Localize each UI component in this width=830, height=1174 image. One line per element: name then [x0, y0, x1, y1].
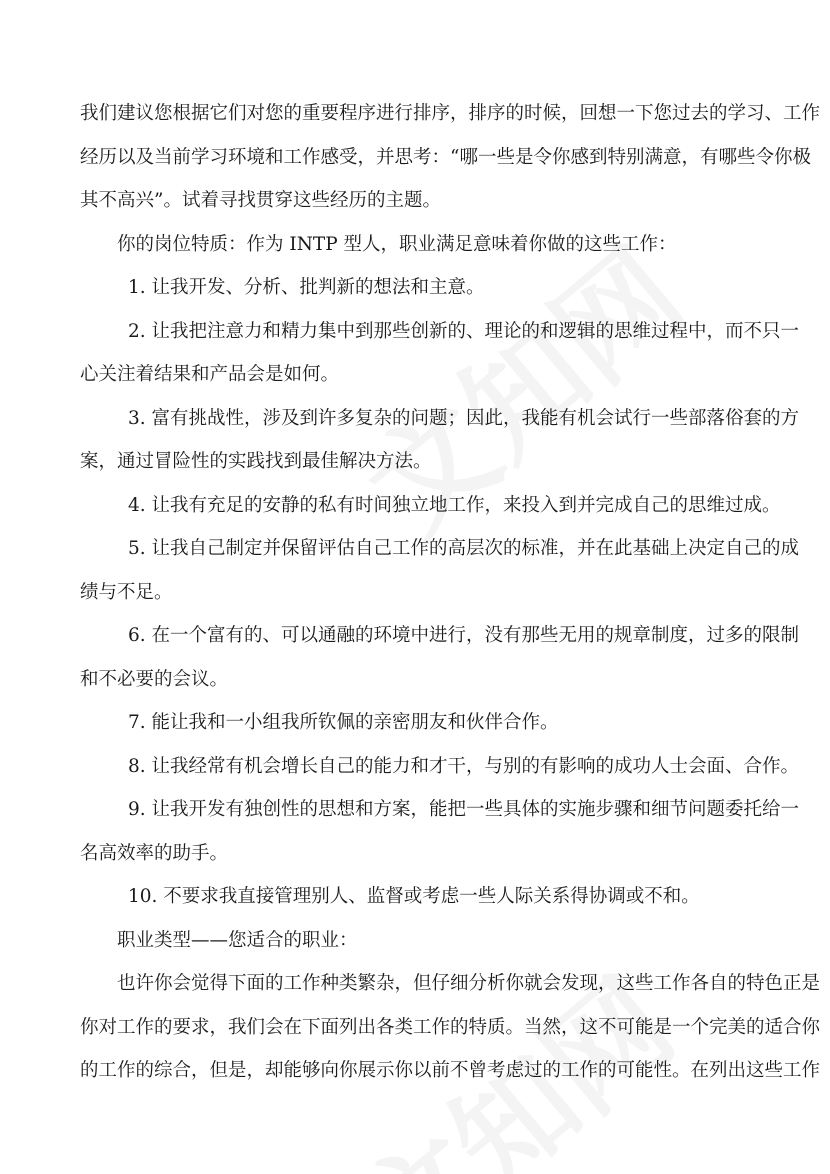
paragraph-line: 也许你会觉得下面的工作种类繁杂，但仔细分析你就会发现，这些工作各自的特色正是	[117, 973, 821, 994]
section-heading: 职业类型——您适合的职业：	[117, 929, 358, 951]
paragraph-line: 经历以及当前学习环境和工作感受，并思考：“哪一些是令你感到特别满意，有哪些令你极	[80, 146, 811, 168]
paragraph-line: 我们建议您根据它们对您的重要程序进行排序，排序的时候，回想一下您过去的学习、工作	[80, 103, 821, 124]
list-item-continuation: 案，通过冒险性的实践找到最佳解决方法。	[80, 451, 432, 472]
list-item: 1. 让我开发、分析、批判新的想法和主意。	[128, 277, 485, 298]
list-item: 3. 富有挑战性，涉及到许多复杂的问题；因此，我能有机会试行一些部落俗套的方	[128, 407, 800, 429]
list-item: 9. 让我开发有独创性的思想和方案，能把一些具体的实施步骤和细节问题委托给一	[128, 799, 800, 820]
list-item: 5. 让我自己制定并保留评估自己工作的高层次的标准，并在此基础上决定自己的成	[128, 538, 800, 559]
list-item: 10. 不要求我直接管理别人、监督或考虑一些人际关系得协调或不和。	[128, 886, 700, 907]
document-body	[80, 92, 821, 1093]
list-item: 6. 在一个富有的、可以通融的环境中进行，没有那些无用的规章制度，过多的限制	[128, 625, 800, 646]
list-item-continuation: 名高效率的助手。	[80, 842, 229, 864]
paragraph-line: 其不高兴”。试着寻找贯穿这些经历的主题。	[80, 190, 441, 211]
list-item: 4. 让我有充足的安静的私有时间独立地工作，来投入到并完成自己的思维过成。	[128, 494, 781, 516]
paragraph-line: 你对工作的要求，我们会在下面列出各类工作的特质。当然，这不可能是一个完美的适合你	[80, 1016, 821, 1038]
list-item-continuation: 和不必要的会议。	[80, 668, 229, 690]
list-item-continuation: 绩与不足。	[80, 581, 173, 603]
list-item: 8. 让我经常有机会增长自己的能力和才干，与别的有影响的成功人士会面、合作。	[128, 755, 800, 777]
list-item: 7. 能让我和一小组我所钦佩的亲密朋友和伙伴合作。	[128, 712, 559, 733]
list-item-continuation: 心关注着结果和产品会是如何。	[80, 364, 340, 385]
paragraph-line: 的工作的综合，但是，却能够向你展示你以前不曾考虑过的工作的可能性。在列出这些工作	[80, 1060, 821, 1081]
paragraph-line: 你的岗位特质：作为 INTP 型人，职业满足意味着你做的这些工作：	[117, 233, 677, 255]
list-item: 2. 让我把注意力和精力集中到那些创新的、理论的和逻辑的思维过程中，而不只一	[128, 320, 800, 342]
